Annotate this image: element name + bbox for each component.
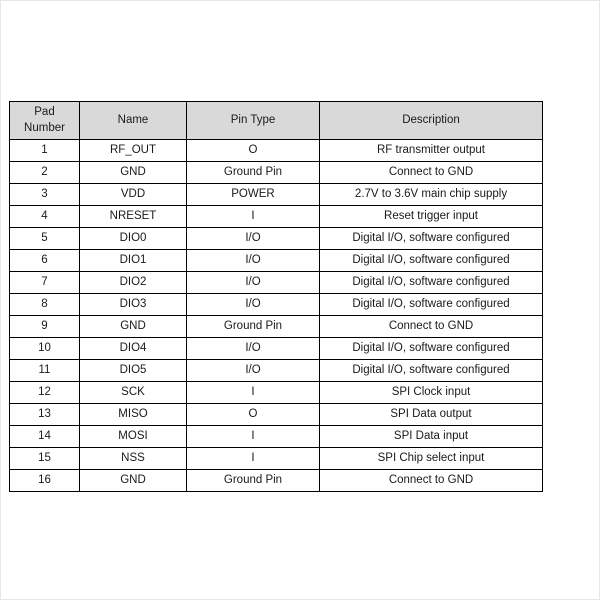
cell-name: NSS [80,448,187,470]
cell-pad-number: 9 [10,316,80,338]
cell-description: SPI Chip select input [320,448,543,470]
cell-pad-number: 7 [10,272,80,294]
table-row [10,294,543,316]
cell-name: GND [80,162,187,184]
cell-name: MISO [80,404,187,426]
column-header-name: Name [80,102,187,140]
table-row [10,316,543,338]
table-row [10,338,543,360]
cell-description: Connect to GND [320,162,543,184]
cell-description: Digital I/O, software configured [320,338,543,360]
cell-pin-type: I/O [187,250,320,272]
pin-table-body [10,140,543,492]
cell-pad-number: 14 [10,426,80,448]
cell-pin-type: O [187,140,320,162]
cell-description: SPI Data input [320,426,543,448]
cell-description: 2.7V to 3.6V main chip supply [320,184,543,206]
table-row [10,228,543,250]
cell-pin-type: I [187,382,320,404]
cell-description: Digital I/O, software configured [320,294,543,316]
cell-pin-type: Ground Pin [187,316,320,338]
cell-pin-type: Ground Pin [187,162,320,184]
cell-pad-number: 4 [10,206,80,228]
cell-name: SCK [80,382,187,404]
cell-name: RF_OUT [80,140,187,162]
cell-description: Digital I/O, software configured [320,360,543,382]
cell-pad-number: 5 [10,228,80,250]
column-header-description: Description [320,102,543,140]
table-row [10,470,543,492]
cell-description: Connect to GND [320,470,543,492]
table-row [10,140,543,162]
cell-description: RF transmitter output [320,140,543,162]
cell-pad-number: 10 [10,338,80,360]
cell-pad-number: 15 [10,448,80,470]
table-row [10,426,543,448]
cell-description: SPI Clock input [320,382,543,404]
cell-pad-number: 8 [10,294,80,316]
header-row [10,102,543,140]
cell-pad-number: 13 [10,404,80,426]
cell-name: DIO2 [80,272,187,294]
pin-description-table [9,101,543,492]
cell-pin-type: I/O [187,338,320,360]
cell-name: VDD [80,184,187,206]
cell-pin-type: I/O [187,294,320,316]
cell-description: Connect to GND [320,316,543,338]
cell-pad-number: 12 [10,382,80,404]
pin-table-header [10,102,543,140]
cell-name: DIO3 [80,294,187,316]
cell-description: Digital I/O, software configured [320,228,543,250]
table-row [10,448,543,470]
table-row [10,250,543,272]
cell-name: GND [80,470,187,492]
cell-pad-number: 2 [10,162,80,184]
cell-description: SPI Data output [320,404,543,426]
column-header-pad-number: Pad Number [10,102,80,140]
cell-name: DIO5 [80,360,187,382]
cell-name: DIO4 [80,338,187,360]
cell-pad-number: 16 [10,470,80,492]
cell-name: DIO0 [80,228,187,250]
cell-description: Reset trigger input [320,206,543,228]
cell-name: MOSI [80,426,187,448]
cell-pad-number: 11 [10,360,80,382]
table-row [10,206,543,228]
table-row [10,184,543,206]
cell-pad-number: 6 [10,250,80,272]
cell-pin-type: Ground Pin [187,470,320,492]
cell-pin-type: I [187,206,320,228]
table-row [10,404,543,426]
cell-pin-type: I/O [187,360,320,382]
cell-description: Digital I/O, software configured [320,272,543,294]
cell-pad-number: 3 [10,184,80,206]
column-header-pin-type: Pin Type [187,102,320,140]
cell-pin-type: I [187,426,320,448]
cell-pin-type: I [187,448,320,470]
cell-pin-type: O [187,404,320,426]
cell-description: Digital I/O, software configured [320,250,543,272]
table-row [10,162,543,184]
cell-pin-type: I/O [187,228,320,250]
table-row [10,382,543,404]
cell-name: NRESET [80,206,187,228]
cell-pin-type: I/O [187,272,320,294]
table-row [10,360,543,382]
cell-pin-type: POWER [187,184,320,206]
table-row [10,272,543,294]
cell-pad-number: 1 [10,140,80,162]
cell-name: GND [80,316,187,338]
cell-name: DIO1 [80,250,187,272]
